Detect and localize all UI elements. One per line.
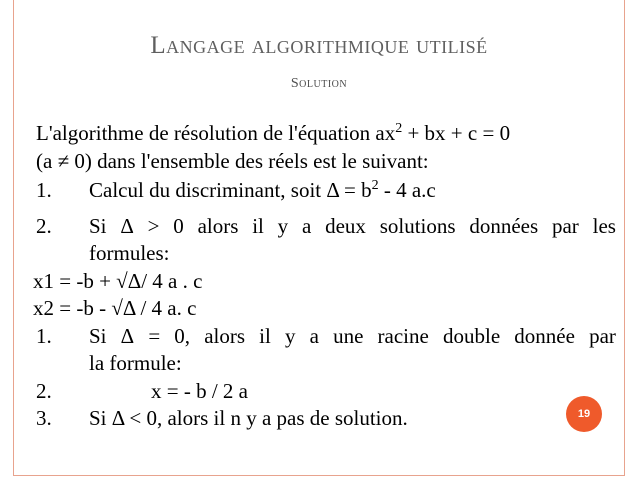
word: a — [301, 213, 312, 238]
step-3-row — [36, 323, 616, 351]
step-2-number: 2. — [36, 213, 52, 238]
word: une — [333, 323, 364, 348]
step-5 — [36, 405, 616, 433]
slide-subtitle: Solution — [290, 76, 348, 91]
intro-text-b: + bx + c = 0 — [402, 121, 511, 145]
word: double — [442, 323, 501, 348]
word: donnée — [514, 323, 575, 348]
word: solutions — [379, 213, 456, 238]
word: 0, — [174, 323, 191, 348]
word: par — [589, 323, 616, 348]
step-4 — [36, 378, 616, 406]
word: racine — [377, 323, 429, 348]
step-1-exponent: 2 — [371, 178, 379, 193]
step-1 — [36, 177, 616, 205]
intro-exponent: 2 — [395, 121, 403, 136]
word: > — [147, 213, 160, 238]
word: il — [259, 323, 271, 348]
intro-line-1 — [36, 120, 616, 148]
word: Δ — [120, 323, 135, 348]
word: Si — [89, 323, 107, 348]
word: Si — [89, 213, 107, 238]
step-1-text-a: Calcul du discriminant, soit Δ = b — [89, 178, 372, 202]
step-3-line-1 — [36, 323, 616, 351]
intro-line-2: (a ≠ 0) dans l'ensemble des réels est le suivant: — [36, 148, 429, 173]
slide-body — [33, 120, 616, 433]
word: il — [252, 213, 264, 238]
word: a — [309, 323, 319, 348]
step-2-line-1 — [36, 213, 616, 241]
step-3-words — [89, 323, 616, 351]
word: y — [277, 213, 289, 238]
word: données — [469, 213, 539, 238]
step-4-number: 2. — [36, 378, 52, 403]
word: alors — [204, 323, 246, 348]
step-1-text-b: - 4 a.c — [378, 178, 436, 202]
step-2-row — [36, 213, 616, 241]
step-3-number: 1. — [36, 323, 52, 348]
word: y — [284, 323, 296, 348]
intro-text-a: L'algorithme de résolution de l'équation ax — [36, 121, 396, 145]
word: Δ — [120, 213, 134, 238]
step-4-formula: x = - b / 2 a — [151, 378, 248, 403]
page-number-badge: 19 — [566, 396, 602, 432]
word: 0 — [173, 213, 184, 238]
slide-title: Langage algorithmique utilisé — [150, 32, 488, 59]
step-2-words — [89, 213, 616, 241]
word: par — [551, 213, 579, 238]
x2-formula: x2 = -b - √Δ / 4 a. c — [33, 296, 197, 320]
word: deux — [325, 213, 366, 238]
x1-formula: x1 = -b + √Δ/ 4 a . c — [33, 268, 203, 293]
word: alors — [197, 213, 239, 238]
step-5-text: Si Δ < 0, alors il n y a pas de solution. — [89, 406, 408, 430]
step-1-number: 1. — [36, 178, 52, 202]
step-3-line-2: la formule: — [89, 351, 182, 375]
word: = — [148, 323, 161, 348]
step-2-line-2: formules: — [89, 241, 170, 265]
word: les — [592, 213, 616, 238]
step-5-number: 3. — [36, 406, 52, 430]
